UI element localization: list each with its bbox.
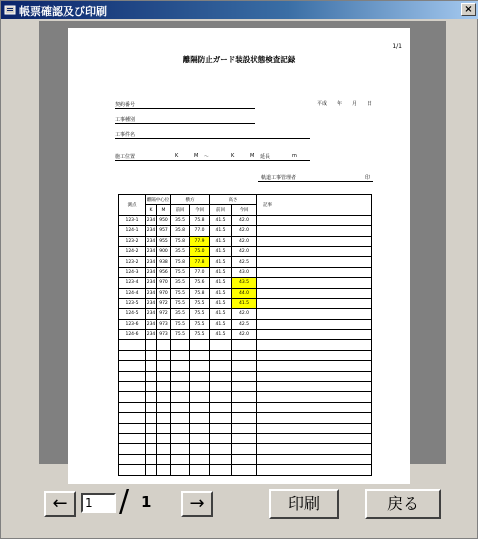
table-empty-row (119, 423, 372, 433)
close-button[interactable]: × (461, 3, 476, 16)
empty-cell (232, 433, 257, 443)
cell-b2: 41.5 (210, 330, 232, 340)
header-notes: 記事 (257, 195, 372, 216)
cell-b1: 75.8 (171, 236, 190, 246)
cell-notes (257, 236, 372, 246)
empty-cell (257, 444, 372, 454)
window-title: 帳票確認及び印刷 (19, 5, 107, 18)
empty-cell (257, 454, 372, 464)
cell-n1: 77.9 (190, 236, 210, 246)
empty-cell (190, 402, 210, 412)
cell-point: 124-2 (119, 246, 146, 256)
cell-b1: 35.5 (171, 246, 190, 256)
table-empty-row (119, 371, 372, 381)
empty-cell (119, 444, 146, 454)
cell-point: 123-2 (119, 236, 146, 246)
cell-n2: 42.0 (232, 246, 257, 256)
location-k2: K (231, 153, 235, 159)
cell-point: 124-1 (119, 226, 146, 236)
cell-b2: 41.5 (210, 246, 232, 256)
empty-cell (190, 340, 210, 350)
empty-cell (157, 361, 171, 371)
location-extension: 延長 (260, 154, 271, 160)
table-row (119, 236, 372, 246)
cell-b1: 75.5 (171, 267, 190, 277)
empty-cell (171, 454, 190, 464)
cell-k: 234 (146, 226, 157, 236)
empty-cell (119, 423, 146, 433)
cell-k: 234 (146, 309, 157, 319)
cell-m: 955 (157, 236, 171, 246)
empty-cell (210, 444, 232, 454)
page-indicator: 1/1 (392, 43, 402, 50)
empty-cell (119, 392, 146, 402)
empty-cell (190, 465, 210, 475)
table-empty-row (119, 340, 372, 350)
empty-cell (232, 350, 257, 360)
cell-n1: 75.5 (190, 330, 210, 340)
empty-cell (157, 444, 171, 454)
cell-b2: 41.5 (210, 288, 232, 298)
empty-cell (190, 423, 210, 433)
empty-cell (210, 402, 232, 412)
cell-m: 970 (157, 278, 171, 288)
empty-cell (119, 350, 146, 360)
empty-cell (190, 413, 210, 423)
empty-cell (257, 361, 372, 371)
header-center: 離隔中心位 (146, 195, 171, 205)
seal-mark: 印 (365, 175, 371, 181)
cell-point: 123-2 (119, 257, 146, 267)
empty-cell (157, 413, 171, 423)
cell-n2: 43.5 (232, 278, 257, 288)
empty-cell (232, 361, 257, 371)
cell-n2: 42.0 (232, 215, 257, 225)
empty-cell (232, 444, 257, 454)
empty-cell (119, 382, 146, 392)
table-body (119, 195, 372, 476)
inspector-line (258, 181, 373, 182)
cell-b1: 35.8 (171, 226, 190, 236)
table-row (119, 288, 372, 298)
cell-b2: 41.5 (210, 257, 232, 267)
cell-point: 124-3 (119, 267, 146, 277)
empty-cell (232, 371, 257, 381)
empty-cell (157, 350, 171, 360)
empty-cell (190, 350, 210, 360)
empty-cell (171, 371, 190, 381)
cell-point: 123-6 (119, 319, 146, 329)
work-type-label: 工事種別 (115, 117, 136, 123)
cell-b2: 41.5 (210, 267, 232, 277)
cell-b2: 41.5 (210, 309, 232, 319)
cell-n2: 42.0 (232, 226, 257, 236)
table-row (119, 215, 372, 225)
cell-notes (257, 257, 372, 267)
empty-cell (119, 454, 146, 464)
cell-b1: 75.5 (171, 319, 190, 329)
empty-cell (232, 392, 257, 402)
cell-k: 234 (146, 319, 157, 329)
subheader-height-now: 今回 (232, 205, 257, 215)
table-row (119, 319, 372, 329)
cell-b1: 75.5 (171, 298, 190, 308)
cell-m: 973 (157, 330, 171, 340)
cell-point: 124-5 (119, 309, 146, 319)
cell-notes (257, 298, 372, 308)
empty-cell (157, 433, 171, 443)
contract-no-label: 契約番号 (115, 102, 136, 108)
empty-cell (171, 433, 190, 443)
cell-m: 973 (157, 319, 171, 329)
subheader-lateral-now: 今回 (190, 205, 210, 215)
print-preview-area (39, 21, 446, 464)
table-empty-row (119, 361, 372, 371)
empty-cell (146, 413, 157, 423)
date-era: 平成 (316, 101, 327, 107)
report-title: 離隔防止ガード装設状態検査記録 (182, 55, 296, 64)
empty-cell (157, 465, 171, 475)
cell-k: 234 (146, 278, 157, 288)
cell-n1: 75.6 (190, 278, 210, 288)
cell-n2: 44.0 (232, 288, 257, 298)
location-m1: M (194, 153, 199, 159)
date-day: 日 (366, 101, 372, 107)
empty-cell (146, 371, 157, 381)
cell-b2: 41.5 (210, 319, 232, 329)
cell-point: 123-4 (119, 278, 146, 288)
table-empty-row (119, 392, 372, 402)
total-pages: 1 (141, 493, 152, 511)
empty-cell (146, 361, 157, 371)
empty-cell (232, 413, 257, 423)
empty-cell (190, 371, 210, 381)
header-point: 測点 (119, 195, 146, 216)
cell-point: 124-4 (119, 288, 146, 298)
empty-cell (171, 392, 190, 402)
cell-k: 234 (146, 236, 157, 246)
cell-notes (257, 309, 372, 319)
empty-cell (171, 350, 190, 360)
cell-b1: 75.5 (171, 288, 190, 298)
cell-n1: 77.0 (190, 267, 210, 277)
table-row (119, 298, 372, 308)
empty-cell (210, 433, 232, 443)
cell-m: 972 (157, 309, 171, 319)
cell-k: 234 (146, 257, 157, 267)
cell-b1: 75.5 (171, 330, 190, 340)
cell-b2: 41.5 (210, 236, 232, 246)
cell-notes (257, 319, 372, 329)
empty-cell (146, 340, 157, 350)
page-separator: / (119, 484, 130, 519)
empty-cell (171, 423, 190, 433)
cell-b2: 41.5 (210, 226, 232, 236)
empty-cell (171, 444, 190, 454)
contract-no-line (115, 108, 255, 109)
empty-cell (257, 433, 372, 443)
empty-cell (171, 413, 190, 423)
empty-cell (157, 423, 171, 433)
empty-cell (119, 361, 146, 371)
location-m2: M (250, 153, 255, 159)
empty-cell (146, 382, 157, 392)
empty-cell (157, 454, 171, 464)
cell-b1: 35.5 (171, 309, 190, 319)
empty-cell (210, 361, 232, 371)
empty-cell (210, 423, 232, 433)
cell-n2: 42.0 (232, 309, 257, 319)
work-name-label: 工事件名 (115, 132, 136, 138)
empty-cell (210, 454, 232, 464)
empty-cell (190, 433, 210, 443)
cell-n1: 75.8 (190, 288, 210, 298)
empty-cell (190, 454, 210, 464)
cell-n2: 42.5 (232, 257, 257, 267)
table-empty-row (119, 413, 372, 423)
cell-n1: 75.5 (190, 309, 210, 319)
cell-m: 900 (157, 246, 171, 256)
empty-cell (210, 382, 232, 392)
next-page-button[interactable]: → (181, 491, 213, 517)
empty-cell (210, 371, 232, 381)
empty-cell (146, 350, 157, 360)
cell-n2: 42.5 (232, 319, 257, 329)
cell-notes (257, 246, 372, 256)
empty-cell (146, 465, 157, 475)
table-header-row (119, 195, 372, 205)
date-year: 年 (336, 101, 342, 107)
empty-cell (257, 382, 372, 392)
empty-cell (146, 433, 157, 443)
cell-n2: 43.0 (232, 267, 257, 277)
cell-notes (257, 330, 372, 340)
subheader-lateral-before: 前回 (171, 205, 190, 215)
cell-n2: 42.0 (232, 330, 257, 340)
inspector-label: 軌道工事管理者 (261, 175, 297, 181)
header-lateral: 横方 (171, 195, 210, 205)
empty-cell (210, 340, 232, 350)
empty-cell (119, 433, 146, 443)
cell-b1: 35.5 (171, 215, 190, 225)
subheader-m: M (157, 205, 171, 215)
empty-cell (119, 371, 146, 381)
work-type-line (115, 123, 255, 124)
cell-b2: 41.5 (210, 298, 232, 308)
inspection-table (118, 194, 372, 476)
cell-n2: 41.5 (232, 298, 257, 308)
cell-point: 123-1 (119, 215, 146, 225)
location-k1: K (175, 153, 179, 159)
table-empty-row (119, 382, 372, 392)
table-empty-row (119, 465, 372, 475)
empty-cell (257, 413, 372, 423)
empty-cell (119, 413, 146, 423)
prev-page-button[interactable]: ← (44, 491, 76, 517)
table-row (119, 278, 372, 288)
empty-cell (171, 382, 190, 392)
back-button[interactable]: 戻る (365, 489, 441, 519)
empty-cell (190, 444, 210, 454)
empty-cell (232, 423, 257, 433)
empty-cell (190, 392, 210, 402)
empty-cell (257, 371, 372, 381)
cell-n1: 75.8 (190, 215, 210, 225)
location-tilde: 〜 (204, 154, 210, 160)
empty-cell (146, 402, 157, 412)
cell-b1: 35.5 (171, 278, 190, 288)
empty-cell (171, 465, 190, 475)
cell-n1: 77.8 (190, 257, 210, 267)
cell-m: 956 (157, 267, 171, 277)
cell-m: 970 (157, 288, 171, 298)
empty-cell (232, 454, 257, 464)
empty-cell (171, 340, 190, 350)
empty-cell (257, 340, 372, 350)
cell-k: 234 (146, 215, 157, 225)
cell-notes (257, 226, 372, 236)
empty-cell (146, 392, 157, 402)
table-empty-row (119, 433, 372, 443)
cell-b2: 41.5 (210, 215, 232, 225)
empty-cell (232, 465, 257, 475)
cell-k: 234 (146, 246, 157, 256)
empty-cell (146, 423, 157, 433)
cell-m: 938 (157, 257, 171, 267)
empty-cell (119, 465, 146, 475)
report-paper (68, 28, 410, 484)
cell-n1: 75.5 (190, 298, 210, 308)
cell-notes (257, 278, 372, 288)
empty-cell (210, 465, 232, 475)
empty-cell (232, 402, 257, 412)
table-empty-row (119, 350, 372, 360)
empty-cell (210, 413, 232, 423)
table-row (119, 330, 372, 340)
empty-cell (257, 402, 372, 412)
empty-cell (119, 340, 146, 350)
cell-point: 124-6 (119, 330, 146, 340)
empty-cell (157, 392, 171, 402)
empty-cell (190, 382, 210, 392)
table-row (119, 257, 372, 267)
table-row (119, 226, 372, 236)
cell-m: 972 (157, 298, 171, 308)
empty-cell (232, 340, 257, 350)
empty-cell (257, 465, 372, 475)
print-button[interactable]: 印刷 (269, 489, 339, 519)
empty-cell (157, 371, 171, 381)
empty-cell (146, 444, 157, 454)
location-label: 施工位置 (115, 154, 136, 160)
empty-cell (210, 392, 232, 402)
date-row (317, 100, 372, 107)
empty-cell (171, 402, 190, 412)
empty-cell (257, 392, 372, 402)
cell-n1: 75.5 (190, 319, 210, 329)
table-empty-row (119, 402, 372, 412)
cell-m: 957 (157, 226, 171, 236)
empty-cell (157, 340, 171, 350)
cell-k: 234 (146, 298, 157, 308)
cell-n1: 75.0 (190, 246, 210, 256)
empty-cell (157, 382, 171, 392)
empty-cell (190, 361, 210, 371)
subheader-k: K (146, 205, 157, 215)
table-row (119, 267, 372, 277)
cell-notes (257, 215, 372, 225)
cell-n1: 77.0 (190, 226, 210, 236)
empty-cell (171, 361, 190, 371)
empty-cell (257, 423, 372, 433)
cell-k: 234 (146, 267, 157, 277)
empty-cell (232, 382, 257, 392)
cell-k: 234 (146, 330, 157, 340)
cell-notes (257, 288, 372, 298)
empty-cell (210, 350, 232, 360)
work-name-line (115, 138, 310, 139)
location-line (115, 160, 310, 161)
cell-k: 234 (146, 288, 157, 298)
empty-cell (119, 402, 146, 412)
empty-cell (146, 454, 157, 464)
cell-b2: 41.5 (210, 278, 232, 288)
table-empty-row (119, 454, 372, 464)
empty-cell (257, 350, 372, 360)
page-number-input[interactable] (81, 493, 116, 513)
table-row (119, 246, 372, 256)
table-row (119, 309, 372, 319)
subheader-height-before: 前回 (210, 205, 232, 215)
title-bar (1, 1, 478, 19)
cell-notes (257, 267, 372, 277)
cell-point: 123-5 (119, 298, 146, 308)
app-icon (4, 4, 16, 16)
location-unit: m (292, 153, 297, 159)
table-empty-row (119, 444, 372, 454)
empty-cell (157, 402, 171, 412)
date-month: 月 (351, 101, 357, 107)
cell-b1: 75.8 (171, 257, 190, 267)
header-height: 高さ (210, 195, 257, 205)
cell-n2: 42.0 (232, 236, 257, 246)
cell-m: 950 (157, 215, 171, 225)
